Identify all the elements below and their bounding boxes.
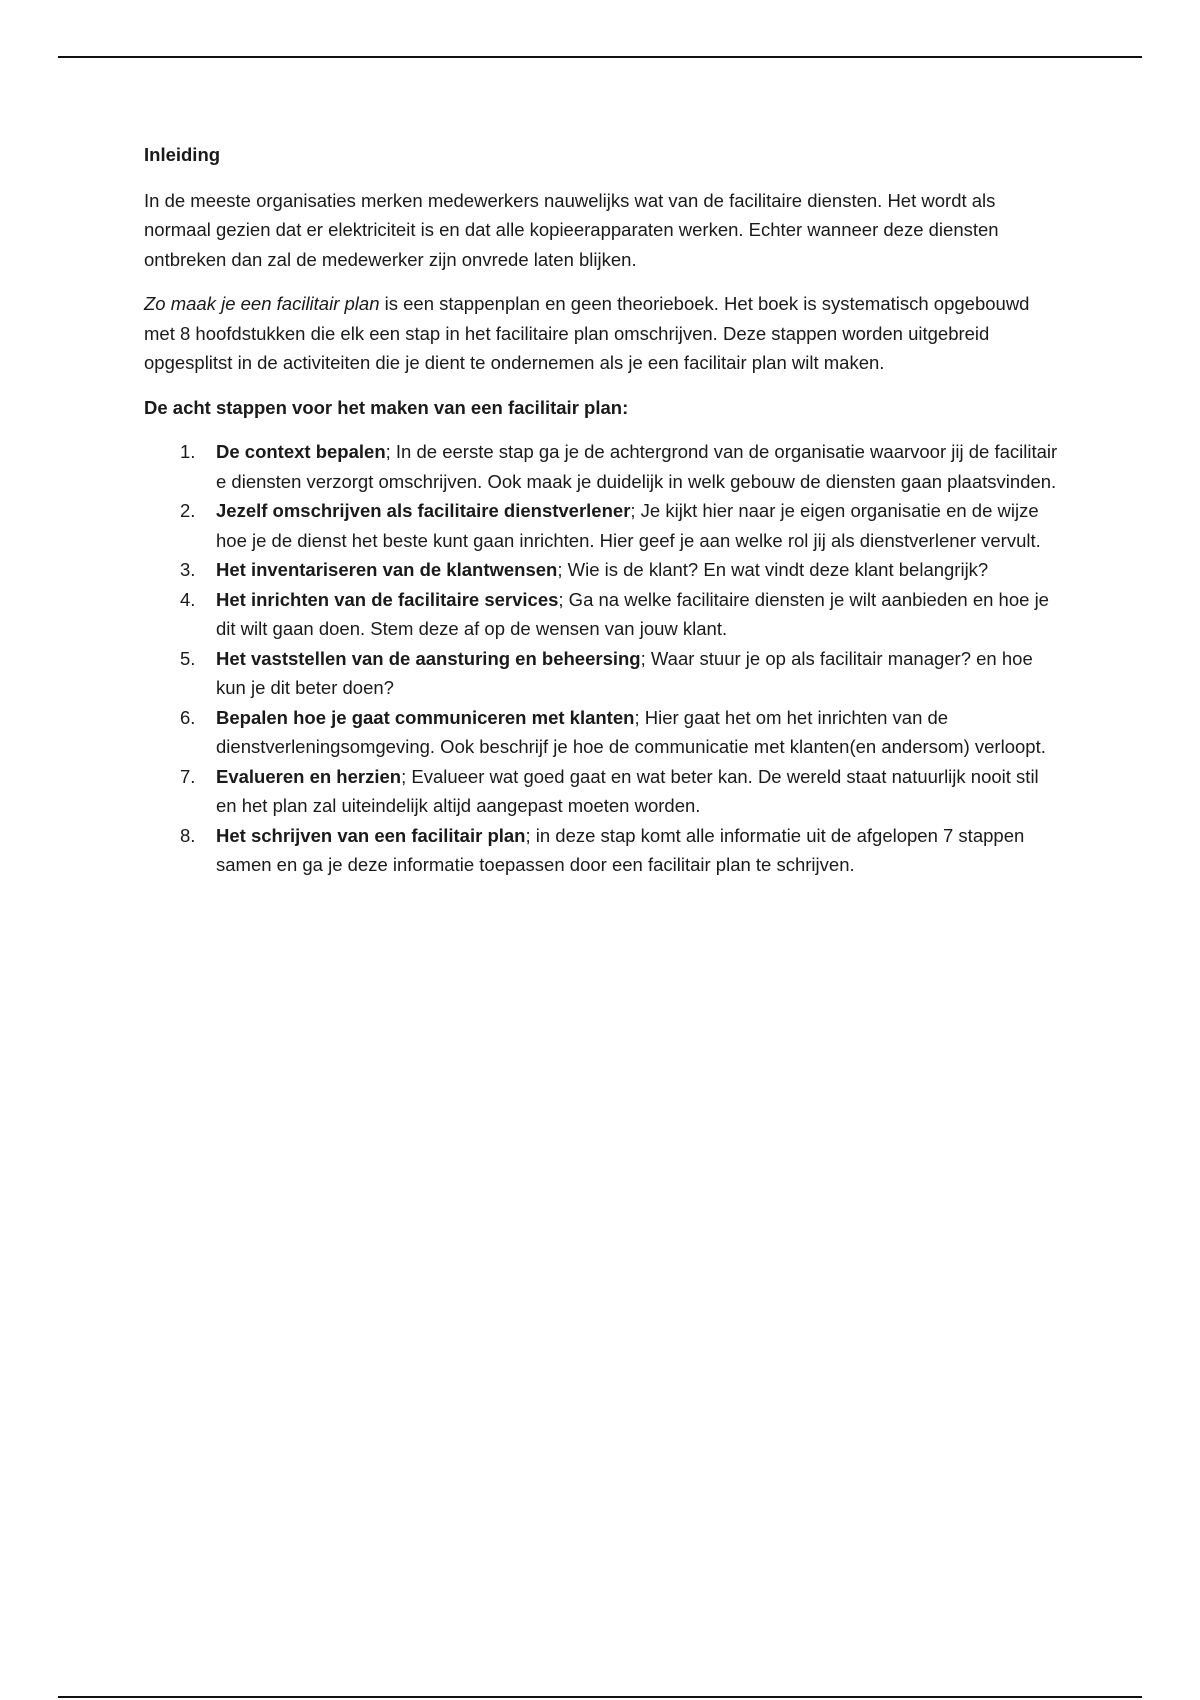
step-title: Evalueren en herzien xyxy=(216,765,402,787)
step-text: ; Evalueer wat goed gaat en wat beter kan. De wereld staat natuurlijk nooit stil en het plan zal uiteindelijk altijd aangepast moeten worden. xyxy=(216,765,1039,816)
list-item xyxy=(144,496,1064,555)
step-title: Jezelf omschrijven als facilitaire dienstverlener xyxy=(216,500,631,521)
step-text: ; Wie is de klant? En wat vindt deze klant belangrijk? xyxy=(557,559,989,580)
step-text: ; Je kijkt hier naar je eigen organisatie en de wijze hoe je de dienst het beste kunt gaan inrichten. Hier geef je aan welke rol jij als dienstverlener vervult. xyxy=(216,500,1041,551)
step-text: ; in deze stap komt alle informatie uit de afgelopen 7 stappen samen en ga je deze informatie toepassen door een facilitair plan te schrijven. xyxy=(216,824,1025,875)
step-number: 7. xyxy=(180,765,196,787)
list-item xyxy=(144,762,1064,821)
step-number: 4. xyxy=(180,588,196,610)
step-text: ; Hier gaat het om het inrichten van de dienstverleningsomgeving. Ook beschrijf je hoe de communicatie met klanten(en andersom) verloopt. xyxy=(216,706,1046,757)
list-item xyxy=(144,585,1064,644)
list-item xyxy=(144,644,1064,703)
list-item xyxy=(144,703,1064,762)
list-item xyxy=(144,437,1064,496)
list-item xyxy=(144,821,1064,880)
bottom-rule xyxy=(58,1696,1142,1698)
steps-list xyxy=(144,437,1064,880)
book-description-paragraph xyxy=(144,289,1064,378)
section-heading: Inleiding xyxy=(144,144,221,165)
book-title: Zo maak je een facilitair plan xyxy=(144,293,380,314)
step-title: Het inrichten van de facilitaire services xyxy=(216,588,559,610)
step-number: 6. xyxy=(180,706,196,728)
step-text: ; Ga na welke facilitaire diensten je wilt aanbieden en hoe je dit wilt gaan doen. Stem deze af op de wensen van jouw klant. xyxy=(216,588,1049,639)
step-number: 2. xyxy=(180,500,196,521)
list-item xyxy=(144,555,1064,585)
step-text: ; In de eerste stap ga je de achtergrond van de organisatie waarvoor jij de facilitair e diensten verzorgt omschrijven. Ook maak je duidelijk in welk gebouw de diensten gaan plaatsvinden. xyxy=(216,441,1058,492)
step-number: 5. xyxy=(180,647,196,669)
book-description-text: is een stappenplan en geen theorieboek. Het boek is systematisch opgebouwd met 8 hoofdstukken die elk een stap in het facilitaire plan omschrijven. Deze stappen worden uitgebreid opgesplitst in de activiteiten die je dient te ondernemen als je een facilitair plan wilt maken. xyxy=(144,293,1030,373)
step-title: Bepalen hoe je gaat communiceren met klanten xyxy=(216,706,635,728)
step-number: 8. xyxy=(180,824,196,846)
step-text: ; Waar stuur je op als facilitair manager? en hoe kun je dit beter doen? xyxy=(216,647,1033,698)
step-title: Het schrijven van een facilitair plan xyxy=(216,824,526,846)
step-title: Het inventariseren van de klantwensen xyxy=(216,559,558,580)
step-number: 1. xyxy=(180,441,196,462)
step-title: De context bepalen xyxy=(216,441,386,462)
steps-heading: De acht stappen voor het maken van een facilitair plan: xyxy=(144,396,629,418)
document-content xyxy=(144,140,1064,880)
top-rule xyxy=(58,56,1142,58)
intro-paragraph: In de meeste organisaties merken medewerkers nauwelijks wat van de facilitaire diensten. Het wordt als normaal gezien dat er elektriciteit is en dat alle kopieerapparaten werken. Echter wanneer deze diensten ontbreken dan zal de medewerker zijn onvrede laten blijken. xyxy=(144,189,999,270)
step-title: Het vaststellen van de aansturing en beheersing xyxy=(216,647,641,669)
step-number: 3. xyxy=(180,559,196,580)
